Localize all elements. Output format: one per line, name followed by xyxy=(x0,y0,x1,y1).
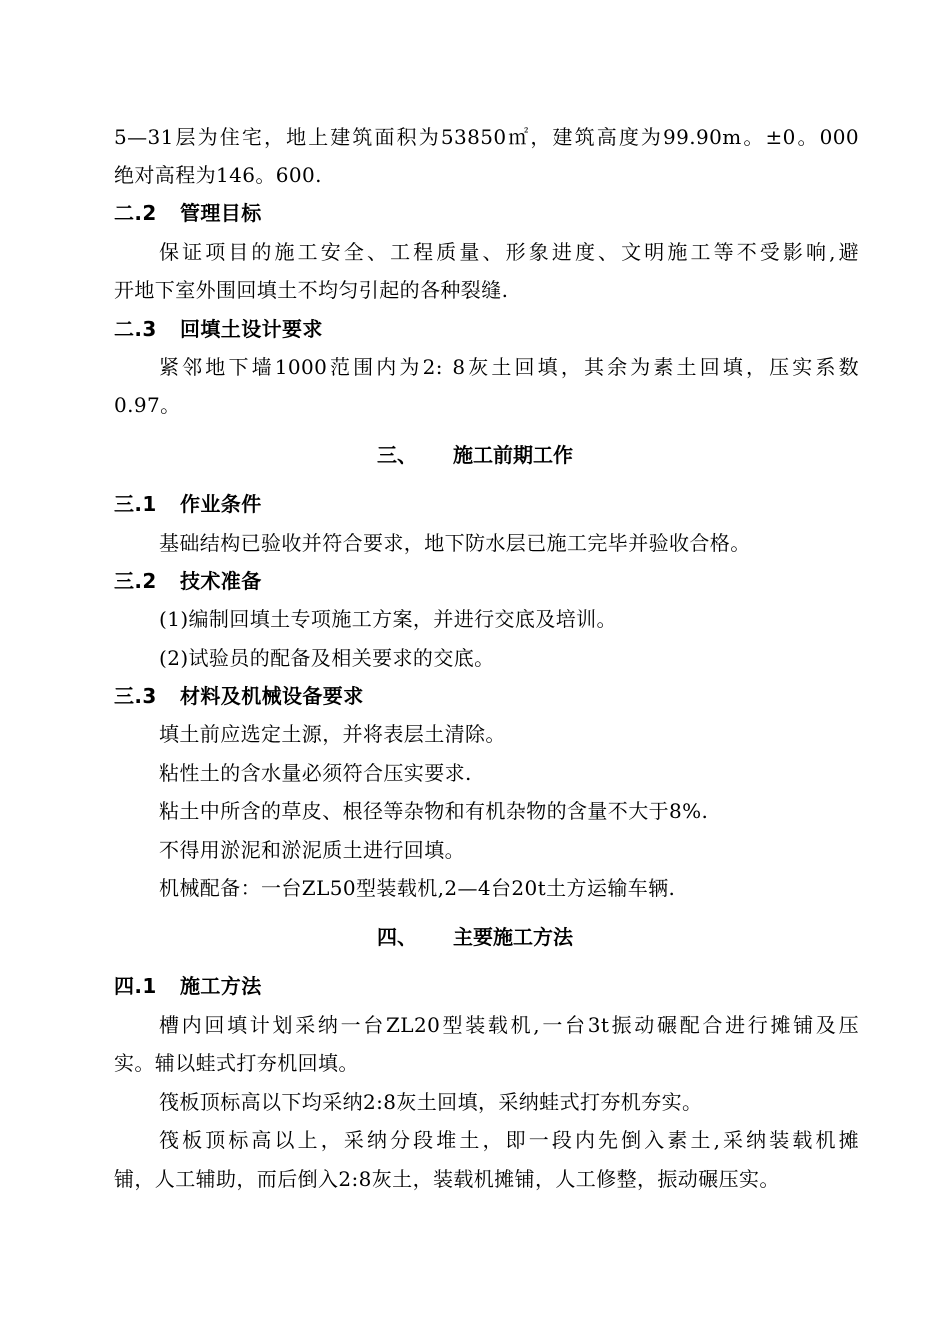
section-heading-3-2 xyxy=(114,567,859,595)
heading-title: 作业条件 xyxy=(180,492,262,516)
section-heading-2-3 xyxy=(114,315,859,343)
body-text-line: (2)试验员的配备及相关要求的交底。 xyxy=(159,646,495,670)
body-text-line: 填土前应选定土源，并将表层土清除。 xyxy=(159,722,506,746)
body-text-line: 铺，人工辅助，而后倒入2:8灰土，装载机摊铺，人工修整，振动碾压实。 xyxy=(114,1167,780,1191)
body-text-line: 筏板顶标高以上，采纳分段堆土，即一段内先倒入素土,采纳装载机摊 xyxy=(159,1128,859,1152)
chapter-title: 主要施工方法 xyxy=(453,925,573,949)
section-heading-3-1 xyxy=(114,490,859,518)
body-text-line: 筏板顶标高以下均采纳2:8灰土回填，采纳蛙式打夯机夯实。 xyxy=(159,1090,703,1114)
heading-number: 三.3 xyxy=(114,684,157,708)
heading-number: 三.2 xyxy=(114,569,157,593)
chapter-title: 施工前期工作 xyxy=(453,443,573,467)
body-text-line: 粘性土的含水量必须符合压实要求. xyxy=(159,761,472,785)
body-text-line: 机械配备：一台ZL50型装载机,2—4台20t土方运输车辆. xyxy=(159,876,676,900)
section-heading-3-3 xyxy=(114,682,859,710)
body-text-line: 实。辅以蛙式打夯机回填。 xyxy=(114,1051,359,1075)
heading-title: 技术准备 xyxy=(180,569,262,593)
chapter-heading-3 xyxy=(0,441,950,469)
heading-title: 材料及机械设备要求 xyxy=(180,684,364,708)
body-text-line: 粘土中所含的草皮、根径等杂物和有机杂物的含量不大于8%. xyxy=(159,799,709,823)
heading-title: 回填土设计要求 xyxy=(180,317,323,341)
body-text-line: (1)编制回填土专项施工方案，并进行交底及培训。 xyxy=(159,607,617,631)
body-text-line: 槽内回填计划采纳一台ZL20型装载机,一台3t振动碾配合进行摊铺及压 xyxy=(159,1013,859,1037)
section-heading-4-1 xyxy=(114,972,859,1000)
body-text-line: 绝对高程为146。600. xyxy=(114,163,322,187)
heading-number: 四.1 xyxy=(114,974,157,998)
body-text-line: 基础结构已验收并符合要求，地下防水层已施工完毕并验收合格。 xyxy=(159,531,751,555)
body-text-line: 紧邻地下墙1000范围内为2: 8灰土回填，其余为素土回填，压实系数 xyxy=(159,355,859,379)
heading-number: 二.2 xyxy=(114,201,157,225)
heading-number: 二.3 xyxy=(114,317,157,341)
body-text-line: 5—31层为住宅，地上建筑面积为53850㎡，建筑高度为99.90m。±0。000 xyxy=(114,125,859,149)
body-text-line: 0.97。 xyxy=(114,393,181,417)
heading-title: 管理目标 xyxy=(180,201,262,225)
body-text-line: 开地下室外围回填土不均匀引起的各种裂缝. xyxy=(114,278,509,302)
heading-title: 施工方法 xyxy=(180,974,262,998)
chapter-number: 四、 xyxy=(377,925,417,949)
body-text-line: 不得用淤泥和淤泥质土进行回填。 xyxy=(159,838,465,862)
chapter-heading-4 xyxy=(0,923,950,951)
chapter-number: 三、 xyxy=(377,443,417,467)
body-text-line: 保证项目的施工安全、工程质量、形象进度、文明施工等不受影响,避 xyxy=(159,240,859,264)
heading-number: 三.1 xyxy=(114,492,157,516)
section-heading-2-2 xyxy=(114,199,859,227)
